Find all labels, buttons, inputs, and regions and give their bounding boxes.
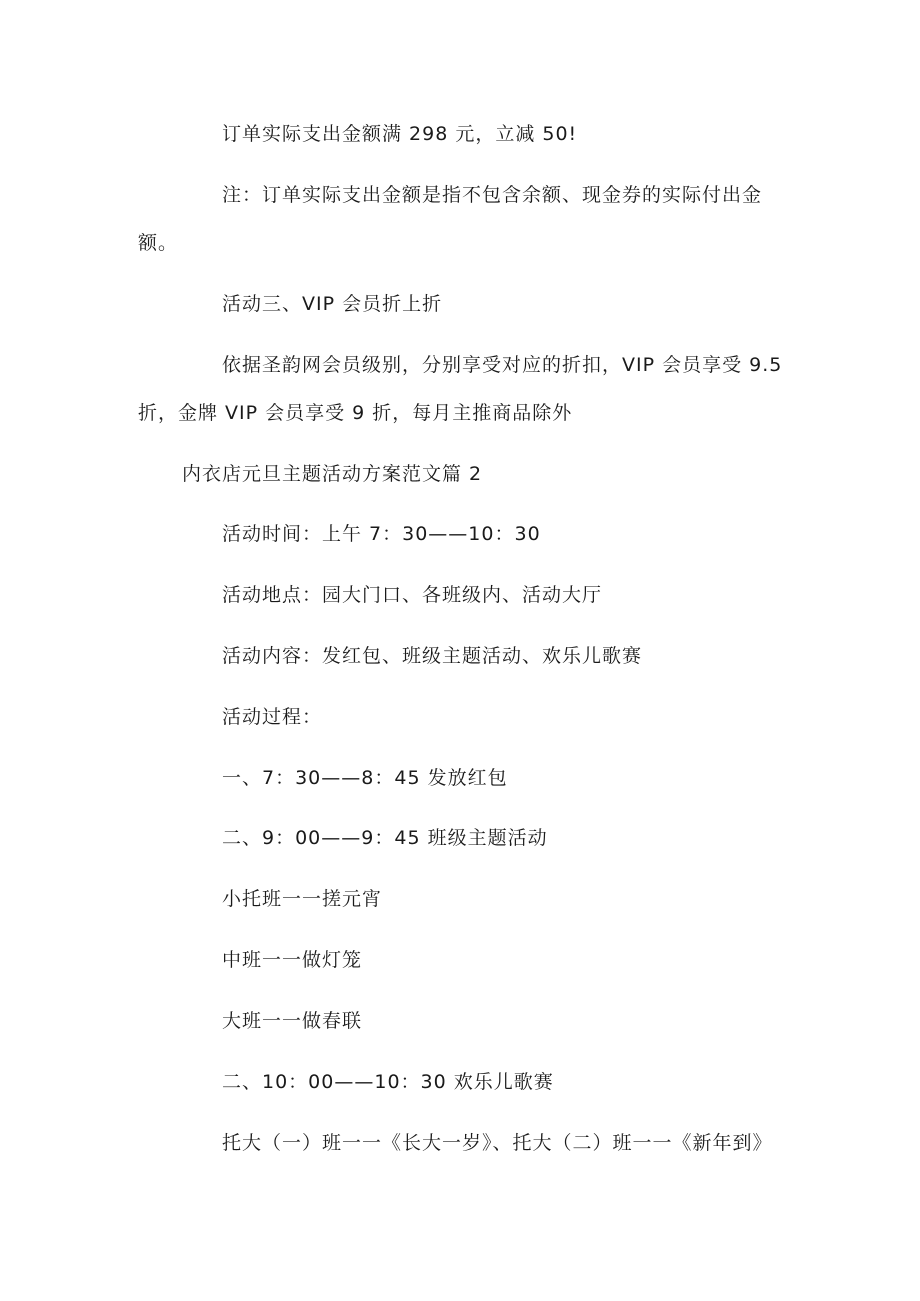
paragraph-vip-line-2: 折，金牌 VIP 会员享受 9 折，每月主推商品除外 xyxy=(138,402,573,424)
class-activity-small: 小托班一一搓元宵 xyxy=(222,888,383,910)
activity-time: 活动时间：上午 7：30——10：30 xyxy=(222,523,541,545)
paragraph-note-line-2: 额。 xyxy=(138,232,179,254)
paragraph-note-line-1: 注：订单实际支出金额是指不包含余额、现金券的实际付出金 xyxy=(222,184,763,206)
song-assignments: 托大（一）班一一《长大一岁》、托大（二）班一一《新年到》 xyxy=(222,1132,773,1154)
process-step-2: 二、9：00——9：45 班级主题活动 xyxy=(222,827,548,849)
class-activity-large: 大班一一做春联 xyxy=(222,1010,363,1032)
process-step-1: 一、7：30——8：45 发放红包 xyxy=(222,767,508,789)
section-heading: 内衣店元旦主题活动方案范文篇 2 xyxy=(182,463,483,485)
class-activity-middle: 中班一一做灯笼 xyxy=(222,949,363,971)
paragraph-vip-line-1: 依据圣韵网会员级别，分别享受对应的折扣，VIP 会员享受 9.5 xyxy=(222,354,783,376)
activity-content: 活动内容：发红包、班级主题活动、欢乐儿歌赛 xyxy=(222,645,643,667)
process-step-3: 二、10：00——10：30 欢乐儿歌赛 xyxy=(222,1071,554,1093)
paragraph-discount-rule: 订单实际支出金额满 298 元，立减 50! xyxy=(222,123,578,145)
paragraph-activity-three-title: 活动三、VIP 会员折上折 xyxy=(222,293,443,315)
activity-process-label: 活动过程： xyxy=(222,706,323,728)
activity-location: 活动地点：园大门口、各班级内、活动大厅 xyxy=(222,584,603,606)
